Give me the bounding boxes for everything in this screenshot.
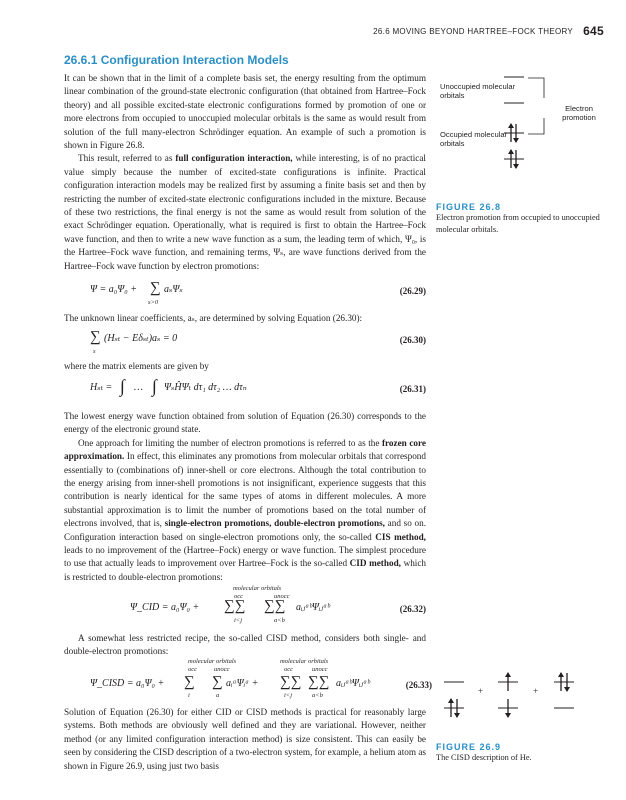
body-text-block-1 — [64, 72, 426, 273]
label-occupied: Occupied molecular orbitals — [440, 130, 508, 148]
page-number: 645 — [583, 24, 604, 38]
figure-26-9-caption — [436, 742, 606, 764]
orbital-diagram-svg — [436, 72, 606, 182]
equation-number: (26.31) — [399, 384, 426, 394]
promotion-arrow-icon — [528, 118, 544, 134]
figure-26-8-diagram — [436, 72, 606, 182]
paragraph-7: A somewhat less restricted recipe, the so-called CISD method, considers both single- and double-electron promotions: — [64, 633, 426, 657]
promotion-arrow-icon — [528, 78, 544, 98]
figure-26-9-text: The CISD description of He. — [436, 753, 532, 762]
label-unoccupied: Unoccupied molecular orbitals — [440, 82, 516, 100]
section-number: 26.6.1 — [64, 53, 98, 67]
sum-symbol: ∑ — [150, 280, 161, 296]
equation-number: (26.30) — [399, 335, 426, 345]
figure-26-9-title: FIGURE 26.9 — [436, 742, 502, 752]
paragraph-8: Solution of Equation (26.30) for either CID or CISD methods is practical for reasonably large systems. Both methods are obviously well defined and they are variational. However, neither method (or any limited configuration interaction method) is size consistent. This can easily be seen by considering the CISD description of a two-electron system, for example, a helium atom as shown in Figure 26.9, using just two basis — [64, 707, 426, 771]
paragraph-6: One approach for limiting the number of electron promotions is referred to as the frozen core approximation. In effect, this eliminates any promotions from molecular orbitals that correspond essentially to (combinations of) inner-shell or core electrons. Although the total contribution to the energy arising from inner-shell promotions is not insignificant, experience suggests that this contribution is nearly identical for the same types of atoms in different molecules. A more substantial approximation is to limit the number of promotions based on the total number of electrons involved, that is, single-electron promotions, double-electron promotions, and so on. Configuration interaction based on single-electron promotions only, the so-called CIS method, leads to no improvement of the (Hartree–Fock) energy or wave function. The simplest procedure to use that actually leads to improvement over Hartree–Fock is the so-called CID method, which is restricted to double-electron promotions: — [64, 437, 427, 582]
plus-sign: + — [533, 686, 539, 696]
figure-26-8-title: FIGURE 26.8 — [436, 202, 502, 212]
figure-26-9-diagram — [436, 670, 606, 730]
paragraph-5: The lowest energy wave function obtained from solution of Equation (26.30) corresponds to the energy of the electronic ground state. — [64, 411, 426, 435]
running-title: 26.6 MOVING BEYOND HARTREE–FOCK THEORY — [373, 27, 574, 36]
equation-26-29: Ψ = a₀Ψ₀ + ∑ s>0 aₛΨₛ (26.29) — [90, 280, 426, 306]
equation-number: (26.32) — [399, 604, 426, 614]
section-title: Configuration Interaction Models — [100, 53, 289, 67]
integral-symbol: ∫ — [152, 376, 157, 396]
equation-26-32: molecular orbitals occ unocc Ψ_CID = a₀Ψ₀ + ∑∑ ∑∑ i<j a<b aᵢⱼᵃᵇΨᵢⱼᵃᵇ (26.32) — [130, 585, 426, 624]
running-header — [373, 23, 604, 37]
label-electron-promotion: Electron promotion — [562, 104, 596, 122]
body-text-block-2 — [64, 410, 426, 584]
figure-26-8-caption — [436, 202, 606, 235]
equation-number: (26.29) — [399, 286, 426, 296]
equation-26-30: ∑ s (Hₛₜ − Eδₛₜ)aₛ = 0 (26.30) — [90, 329, 426, 355]
paragraph-3: The unknown linear coefficients, aₛ, are determined by solving Equation (26.30): — [64, 313, 363, 323]
section-heading — [64, 53, 289, 67]
figure-26-8-text: Electron promotion from occupied to unoccupied molecular orbitals. — [436, 213, 600, 234]
equation-26-33: molecular orbitals molecular orbitals occ unocc occ unocc Ψ_CISD = a₀Ψ₀ + ∑ ∑ i a aᵢᵃΨᵢᵃ + ∑∑ ∑∑ i<j a<b aᵢⱼᵃᵇΨᵢⱼᵃᵇ (26.33) — [90, 658, 432, 699]
plus-sign: + — [478, 686, 484, 696]
equation-26-31: Hₛₜ = ∫ … ∫ ΨₛĤΨₜ dτ₁ dτ₂ … dτₙ (26.31) — [90, 376, 426, 396]
cisd-diagram-svg — [436, 670, 606, 730]
paragraph-2: This result, referred to as full configuration interaction, while interesting, is of no practical value simply because the number of excited-state configurations is infinite. Practical configuration interaction models may be realized first by assuming a finite basis set and then by restricting the number of excited-state electronic configurations included in the mixture. Because of these two restrictions, the final energy is not the same as would result from solution of the exact Schrödinger equation. Operationally, what is required is first to obtain the Hartree–Fock wave function, and then to write a new wave function as a sum, the leading term of which, Ψ₀, is the Hartree–Fock wave function, and remaining terms, Ψₛ, are wave functions derived from the Hartree–Fock wave function by electron promotions: — [64, 153, 426, 271]
equation-number: (26.33) — [405, 680, 432, 690]
integral-symbol: ∫ — [120, 376, 125, 396]
paragraph-1: It can be shown that in the limit of a complete basis set, the energy resulting from the optimum linear combination of the ground-state electronic configuration (that obtained from Hartree–Fock theory) and all possible excited-state electronic configurations formed by promotion of one or more electrons from occupied to unoccupied molecular orbitals is the same as would result from solution of the full many-electron Schrödinger equation. An example of such a promotion is shown in Figure 26.8. — [64, 73, 426, 151]
paragraph-4: where the matrix elements are given by — [64, 361, 209, 371]
